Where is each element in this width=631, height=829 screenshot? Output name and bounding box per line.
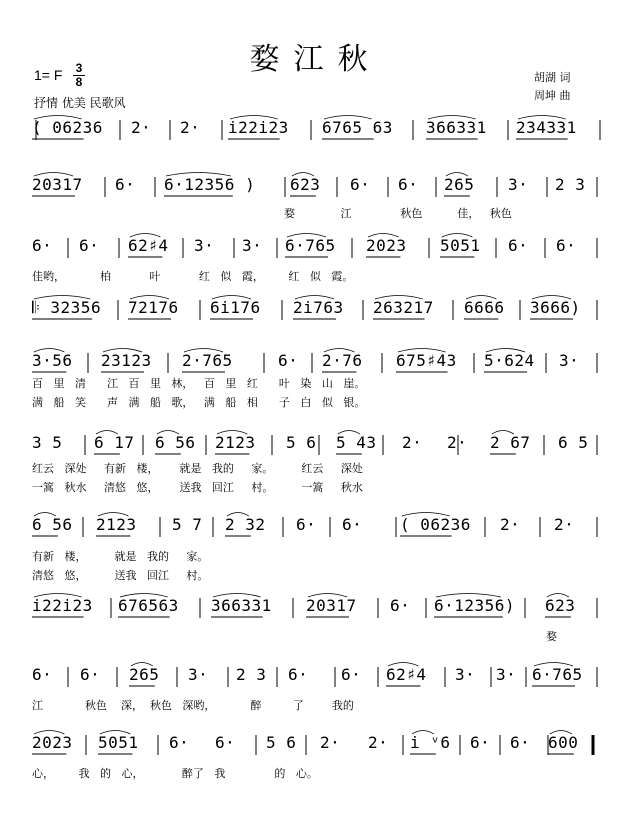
notation-group: i22i23	[32, 596, 93, 615]
score-row	[0, 727, 631, 805]
notation-group: ( 06236	[32, 118, 103, 137]
barlines	[0, 345, 631, 375]
score-row	[0, 427, 631, 505]
notation-group: 2023	[32, 733, 73, 752]
notation-group: 3 5	[32, 433, 63, 452]
notation-group: 6·	[278, 351, 299, 370]
notation-group: 6·	[79, 236, 100, 255]
notation-group: 6·765	[285, 236, 336, 255]
notation-group: 6·	[80, 665, 101, 684]
notation-group: 676563	[118, 596, 179, 615]
notation-group: 6·	[398, 175, 419, 194]
notation-group: 6·	[342, 515, 363, 534]
notation-group: 2 3	[236, 665, 267, 684]
notation-group: 6·	[288, 665, 309, 684]
time-signature-top: 3	[75, 61, 83, 75]
notation-group: 5·624	[484, 351, 535, 370]
notation-group: 3·	[188, 665, 209, 684]
notation-group: 2023	[366, 236, 407, 255]
lyricist-credit: 胡湖 词	[534, 71, 571, 84]
notation-group: 366331	[211, 596, 272, 615]
notation-group: 3·	[559, 351, 580, 370]
notation-group: 2·	[447, 433, 468, 452]
notation-group: 623	[290, 175, 321, 194]
notation-group: 2·	[500, 515, 521, 534]
notation-group: 2 67	[490, 433, 531, 452]
notation-group: 5051	[440, 236, 481, 255]
time-signature-bottom: 8	[75, 75, 83, 89]
lyrics-line: 婺	[546, 630, 557, 643]
performance-style: 抒情 优美 民歌风	[34, 96, 126, 110]
notation-group: 20317	[306, 596, 357, 615]
notation-group: 234331	[516, 118, 577, 137]
lyrics-line: 婺 江 秋色 佳， 秋色	[284, 207, 512, 220]
notation-group: 2 32	[225, 515, 266, 534]
notation-group: 6 56	[155, 433, 196, 452]
notation-group: i ᵛ6	[410, 733, 451, 752]
notation-group: 2·765	[182, 351, 233, 370]
notation-group: 6·	[215, 733, 236, 752]
time-signature	[73, 63, 85, 88]
notation-group: 6·12356 )	[164, 175, 256, 194]
lyrics-line: 红云 深处 有新 楼， 就是 我的 家。 红云 深处	[32, 462, 363, 475]
notation-group: 265	[129, 665, 160, 684]
notation-group: 5 6	[286, 433, 317, 452]
notation-group: 6666	[464, 298, 505, 317]
song-title: 婺江秋	[249, 42, 382, 77]
notation-group: 23123	[101, 351, 152, 370]
key-signature: 1= F	[34, 67, 63, 83]
lyrics-line: 有新 楼， 就是 我的 家。	[32, 550, 209, 563]
notation-group: 6·	[510, 733, 531, 752]
notation-group: 3·	[455, 665, 476, 684]
lyrics-line: 心， 我 的 心， 醉了 我 的 心。	[32, 767, 318, 780]
notation-group: 6·	[115, 175, 136, 194]
notation-group: 2123	[215, 433, 256, 452]
notation-group: 3·	[194, 236, 215, 255]
notation-group: 2·	[320, 733, 341, 752]
notation-group: i22i23	[228, 118, 289, 137]
lyrics-line: 满 船 笑 声 满 船 歌， 满 船 相 子 白 似 银。	[32, 396, 366, 409]
notation-group: 2·	[554, 515, 575, 534]
notation-group: 62♯4	[386, 665, 427, 684]
notation-group: 5 43	[336, 433, 377, 452]
notation-group: 3·	[242, 236, 263, 255]
notation-group: 2 3	[555, 175, 586, 194]
notation-group: 265	[444, 175, 475, 194]
barlines	[0, 727, 631, 757]
notation-group: ( 06236	[400, 515, 471, 534]
notation-group: 6·	[350, 175, 371, 194]
lyrics-line: 佳哟， 柏 叶 红 似 霞， 红 似 霞。	[32, 270, 354, 283]
score-row	[0, 590, 631, 668]
notation-group: 6i176	[210, 298, 261, 317]
composer-credit: 周坤 曲	[534, 89, 571, 102]
notation-group: 20317	[32, 175, 83, 194]
lyrics-line: 江 秋色 深， 秋色 深哟， 醉 了 我的	[32, 699, 354, 712]
notation-group: 366331	[426, 118, 487, 137]
notation-group: 6765 63	[322, 118, 393, 137]
notation-group: 3·	[496, 665, 517, 684]
notation-group: 62♯4	[128, 236, 169, 255]
score-row	[0, 509, 631, 587]
notation-group: 6·	[470, 733, 491, 752]
notation-group: 6·	[296, 515, 317, 534]
lyrics-line: 清悠 悠， 送我 回江 村。	[32, 569, 209, 582]
notation-group: 6 56	[32, 515, 73, 534]
notation-group: 6·	[32, 236, 53, 255]
notation-group: 6·	[508, 236, 529, 255]
score-row	[0, 345, 631, 423]
notation-group: 6·12356)	[434, 596, 516, 615]
notation-group: 3·56	[32, 351, 73, 370]
notation-group: 675♯43	[396, 351, 457, 370]
notation-group: 6·	[390, 596, 411, 615]
notation-group: 263217	[373, 298, 434, 317]
notation-group: 2·76	[322, 351, 363, 370]
notation-group: 6·	[341, 665, 362, 684]
notation-group: 72176	[128, 298, 179, 317]
notation-group: 3·	[508, 175, 529, 194]
notation-group: 3666)	[530, 298, 581, 317]
notation-group: 6·	[169, 733, 190, 752]
notation-group: 2·	[180, 118, 201, 137]
notation-group: 2123	[96, 515, 137, 534]
notation-group: 5051	[98, 733, 139, 752]
notation-group: 2·	[368, 733, 389, 752]
notation-group: 2·	[131, 118, 152, 137]
notation-group: 6 5	[558, 433, 589, 452]
notation-group: 600	[548, 733, 579, 752]
score-row	[0, 659, 631, 737]
notation-group: 6·765	[532, 665, 583, 684]
notation-group: 5 6	[266, 733, 297, 752]
notation-group: 6 17	[94, 433, 135, 452]
lyrics-line: 百 里 清 江 百 里 林， 百 里 红 叶 染 山 崖。	[32, 377, 366, 390]
notation-group: 6·	[556, 236, 577, 255]
notation-group: 6·	[32, 665, 53, 684]
notation-group: 2·	[402, 433, 423, 452]
notation-group: 2i763	[293, 298, 344, 317]
notation-group: 623	[545, 596, 576, 615]
notation-group: 𝄆 32356	[32, 298, 102, 317]
notation-group: 5 7	[172, 515, 203, 534]
lyrics-line: 一篙 秋水 清悠 悠， 送我 回江 村。 一篙 秋水	[32, 481, 363, 494]
